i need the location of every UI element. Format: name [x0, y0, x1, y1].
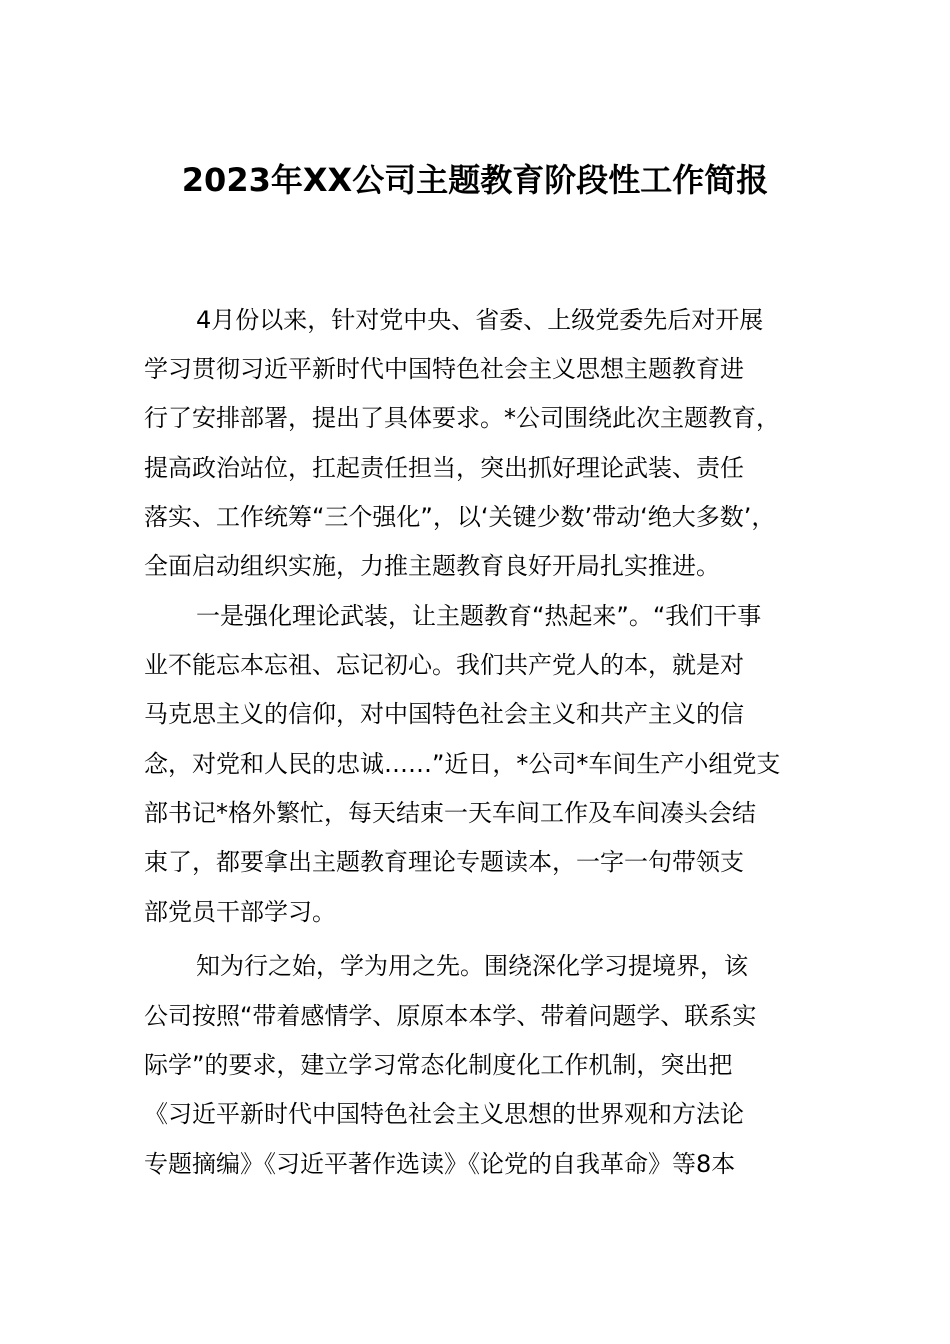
paragraph-2-line-4: 念，对党和人民的忠诚……”近日，*公司*车间生产小组党支: [144, 750, 781, 778]
paragraph-2-line-3: 马克思主义的信仰，对中国特色社会主义和共产主义的信: [144, 700, 744, 728]
document-title: 2023年XX公司主题教育阶段性工作简报: [181, 161, 769, 199]
paragraph-1-line-3: 行了安排部署，提出了具体要求。*公司围绕此次主题教育，: [144, 404, 780, 432]
paragraph-2-line-1: 一是强化理论武装，让主题教育“热起来”。“我们干事: [196, 602, 762, 630]
paragraph-2-line-6: 束了，都要拿出主题教育理论专题读本，一字一句带领支: [144, 848, 744, 876]
paragraph-1-line-1: 4月份以来，针对党中央、省委、上级党委先后对开展: [196, 306, 764, 334]
paragraph-1-line-4: 提高政治站位，扛起责任担当，突出抓好理论武装、责任: [144, 454, 744, 482]
paragraph-2-line-2: 业不能忘本忘祖、忘记初心。我们共产党人的本，就是对: [144, 651, 744, 679]
paragraph-3-line-3: 际学”的要求，建立学习常态化制度化工作机制，突出把: [144, 1051, 733, 1079]
paragraph-2-line-5: 部书记*格外繁忙，每天结束一天车间工作及车间凑头会结: [144, 799, 756, 827]
paragraph-3-line-2: 公司按照“带着感情学、原原本本学、带着问题学、联系实: [144, 1002, 757, 1030]
paragraph-3-line-5: 专题摘编》《习近平著作选读》《论党的自我革命》等8本: [144, 1150, 736, 1178]
paragraph-2-line-7: 部党员干部学习。: [144, 898, 336, 926]
paragraph-1-line-5: 落实、工作统筹“三个强化”，以‘关键少数’带动‘绝大多数’，: [144, 503, 776, 531]
paragraph-3-line-4: 《习近平新时代中国特色社会主义思想的世界观和方法论: [144, 1100, 744, 1128]
paragraph-1-line-2: 学习贯彻习近平新时代中国特色社会主义思想主题教育进: [144, 355, 744, 383]
paragraph-1-line-6: 全面启动组织实施，力推主题教育良好开局扎实推进。: [144, 552, 720, 580]
paragraph-3-line-1: 知为行之始，学为用之先。围绕深化学习提境界，该: [196, 952, 748, 980]
